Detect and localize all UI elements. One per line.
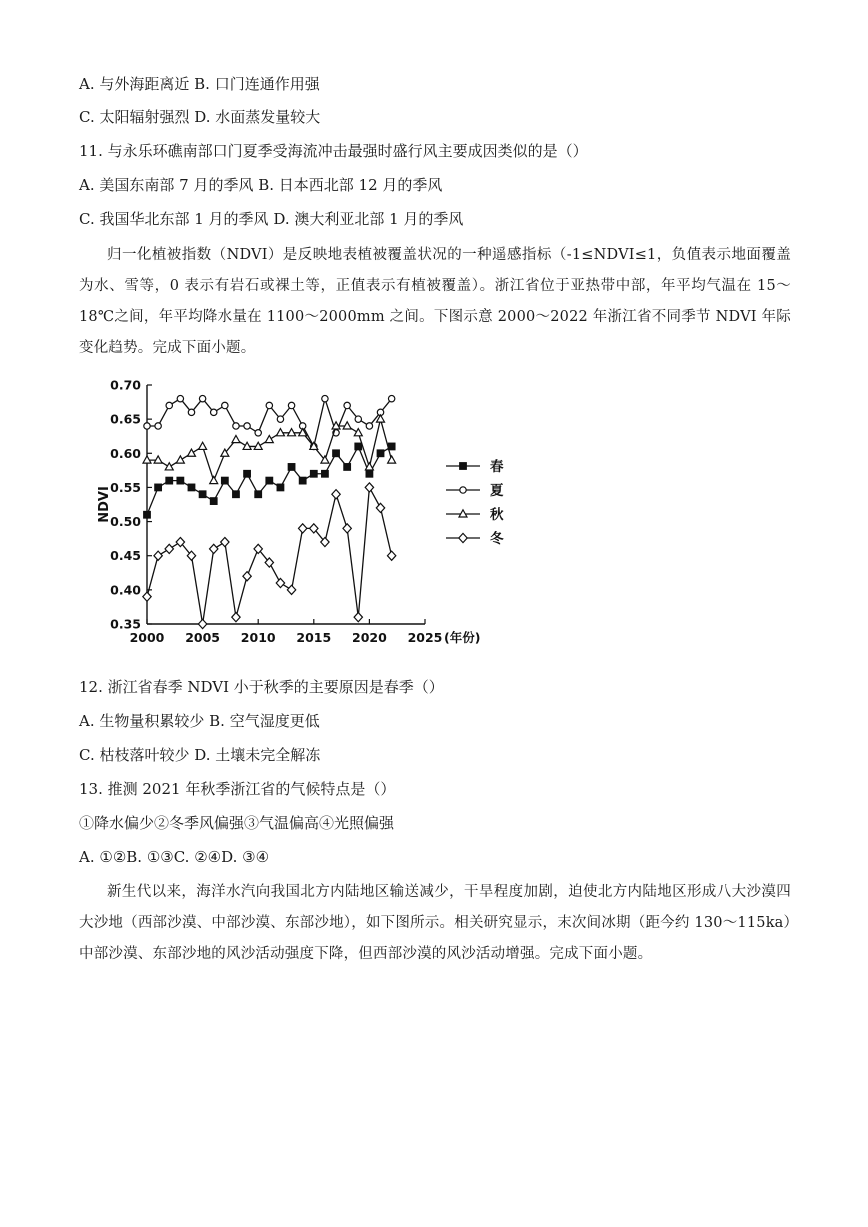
data-point-winter: [332, 490, 340, 499]
data-point-spring: [388, 443, 395, 450]
data-point-summer: [344, 402, 350, 408]
data-point-autumn: [176, 456, 184, 463]
data-point-winter: [165, 544, 173, 553]
data-point-autumn: [265, 435, 273, 442]
y-tick-label: 0.70: [110, 377, 141, 393]
q11-options-ab: A. 美国东南部 7 月的季风 B. 日本西北部 12 月的季风: [79, 176, 443, 194]
data-point-winter: [210, 544, 218, 553]
data-point-spring: [366, 470, 373, 477]
data-point-summer: [222, 402, 228, 408]
legend-label-winter: 冬: [490, 531, 504, 547]
legend-label-autumn: 秋: [490, 507, 504, 523]
data-point-autumn: [199, 442, 207, 449]
x-tick-label: 2020: [352, 630, 387, 645]
x-tick-label: 2025: [407, 630, 443, 645]
data-point-spring: [210, 498, 217, 505]
data-point-autumn: [354, 429, 362, 436]
data-point-spring: [144, 511, 151, 518]
data-point-spring: [221, 477, 228, 484]
data-point-spring: [177, 477, 184, 484]
ndvi-line-chart: [96, 372, 516, 672]
data-point-winter: [154, 551, 162, 560]
data-point-autumn: [210, 476, 218, 483]
data-point-summer: [244, 423, 250, 429]
q12-options-ab: A. 生物量积累较少 B. 空气湿度更低: [79, 712, 320, 730]
data-point-autumn: [388, 456, 396, 463]
data-point-spring: [244, 470, 251, 477]
data-point-summer: [166, 402, 172, 408]
data-point-autumn: [165, 463, 173, 470]
legend-marker-spring: [460, 463, 467, 470]
y-tick-label: 0.40: [110, 582, 141, 598]
x-tick-label: 2005: [185, 630, 220, 645]
data-point-spring: [377, 450, 384, 457]
data-point-autumn: [187, 449, 195, 456]
data-point-winter: [287, 585, 295, 594]
data-point-summer: [277, 416, 283, 422]
legend-marker-winter: [459, 533, 467, 542]
ndvi-intro-paragraph: 归一化植被指数（NDVI）是反映地表植被覆盖状况的一种遥感指标（-1≤NDVI≤1，负值表示地面覆盖为水、雪等，0 表示有岩石或裸土等，正值表示有植被覆盖）。浙江省位于亚热带中部，年平均气温在 15～18℃之间，年平均降水量在 1100～2000mm 之间。下图示意 2000～2022 年浙江省不同季节 NDVI 年际变化趋势。完成下面小题。: [79, 247, 791, 356]
data-point-summer: [233, 423, 239, 429]
q13-options: A. ①②B. ①③C. ②④D. ③④: [79, 848, 270, 866]
data-point-winter: [143, 592, 151, 601]
legend-label-summer: 夏: [490, 483, 504, 499]
data-point-winter: [243, 572, 251, 581]
data-point-summer: [266, 402, 272, 408]
data-point-spring: [277, 484, 284, 491]
data-point-spring: [266, 477, 273, 484]
data-point-spring: [188, 484, 195, 491]
data-point-summer: [188, 409, 194, 415]
data-point-spring: [288, 464, 295, 471]
data-point-spring: [155, 484, 162, 491]
desert-intro-paragraph: 新生代以来，海洋水汽向我国北方内陆地区输送减少，干旱程度加剧，迫使北方内陆地区形成八大沙漠四大沙地（西部沙漠、中部沙漠、东部沙地），如下图所示。相关研究显示，末次间冰期（距今约 130～115ka）中部沙漠、东部沙地的风沙活动强度下降，但西部沙漠的风沙活动增强。完成下面小题。: [79, 884, 791, 962]
data-point-winter: [276, 578, 284, 587]
legend-label-spring: 春: [490, 459, 504, 475]
q10-options-cd: C. 太阳辐射强烈 D. 水面蒸发量较大: [79, 108, 321, 126]
data-point-winter: [376, 503, 384, 512]
y-axis-label: NDVI: [97, 486, 112, 523]
y-tick-label: 0.55: [110, 479, 141, 495]
y-tick-label: 0.45: [110, 548, 141, 564]
data-point-summer: [177, 395, 183, 401]
data-point-winter: [343, 524, 351, 533]
data-point-winter: [232, 613, 240, 622]
x-tick-label: 2000: [129, 630, 165, 645]
q13-items: ①降水偏少②冬季风偏强③气温偏高④光照偏强: [79, 814, 395, 832]
data-point-autumn: [232, 435, 240, 442]
data-point-spring: [310, 470, 317, 477]
series-line-winter: [147, 487, 392, 624]
data-point-winter: [221, 537, 229, 546]
data-point-summer: [388, 395, 394, 401]
data-point-summer: [366, 423, 372, 429]
data-point-spring: [322, 470, 329, 477]
data-point-summer: [199, 395, 205, 401]
x-tick-label: 2010: [240, 630, 276, 645]
q12-options-cd: C. 枯枝落叶较少 D. 土壤未完全解冻: [79, 746, 321, 764]
data-point-summer: [211, 409, 217, 415]
data-point-spring: [333, 450, 340, 457]
data-point-winter: [365, 483, 373, 492]
data-point-summer: [255, 430, 261, 436]
q10-options-ab: A. 与外海距离近 B. 口门连通作用强: [79, 75, 320, 93]
data-point-winter: [387, 551, 395, 560]
data-point-summer: [288, 402, 294, 408]
data-point-spring: [199, 491, 206, 498]
y-tick-label: 0.65: [110, 411, 141, 427]
data-point-summer: [144, 423, 150, 429]
y-tick-label: 0.35: [110, 616, 141, 632]
data-point-spring: [355, 443, 362, 450]
x-axis-label: (年份): [444, 630, 481, 645]
data-point-winter: [354, 613, 362, 622]
q13-question: 13. 推测 2021 年秋季浙江省的气候特点是（）: [79, 780, 396, 798]
q11-options-cd: C. 我国华北东部 1 月的季风 D. 澳大利亚北部 1 月的季风: [79, 210, 464, 228]
data-point-summer: [355, 416, 361, 422]
data-point-winter: [298, 524, 306, 533]
q12-question: 12. 浙江省春季 NDVI 小于秋季的主要原因是春季（）: [79, 678, 444, 696]
data-point-spring: [166, 477, 173, 484]
x-tick-label: 2015: [296, 630, 332, 645]
y-tick-label: 0.60: [110, 445, 141, 461]
legend-marker-summer: [460, 487, 466, 493]
data-point-spring: [299, 477, 306, 484]
data-point-spring: [344, 464, 351, 471]
q11-question: 11. 与永乐环礁南部口门夏季受海流冲击最强时盛行风主要成因类似的是（）: [79, 142, 588, 160]
data-point-winter: [198, 619, 206, 628]
data-point-spring: [233, 491, 240, 498]
y-tick-label: 0.50: [110, 514, 141, 530]
data-point-summer: [155, 423, 161, 429]
data-point-spring: [255, 491, 262, 498]
data-point-summer: [322, 395, 328, 401]
